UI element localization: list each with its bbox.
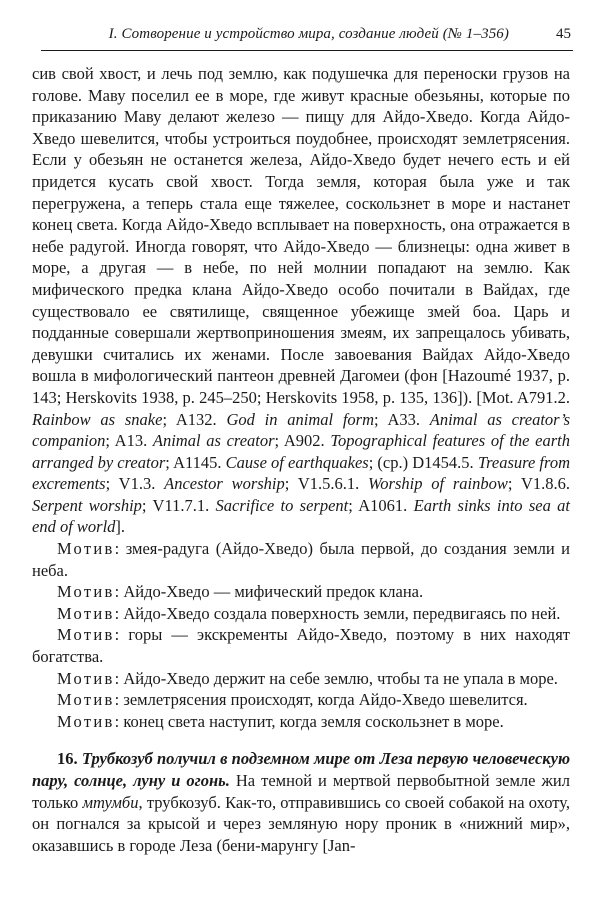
motif-index-code: ; A902. — [274, 431, 331, 451]
motif-text: : Айдо-Хведо держит на себе землю, чтобы та не упала в море. — [114, 668, 558, 688]
motif-text: : горы — экскременты Айдо-Хведо, поэтому в них находят богатства. — [32, 625, 570, 667]
motif-item — [32, 581, 570, 603]
motif-text: : землетрясения происходят, когда Айдо-Хведо шевелится. — [114, 690, 528, 710]
motif-label: Мотив — [57, 711, 115, 731]
motif-index-title: Rainbow as snake — [32, 409, 163, 429]
motif-label: Мотив — [57, 625, 115, 645]
page-header — [41, 26, 573, 51]
motif-label: Мотив — [57, 690, 115, 710]
section-text-after: , трубкозуб. Как-то, отправившись со своей собакой на охоту, он погнался за крысой и через земляную нору проник в «нижний мир», оказавшись в городе Леза (бени-марунгу [Jan- — [32, 792, 570, 855]
section-term: мтумби — [82, 792, 139, 812]
motif-index-closing: ]. — [115, 517, 126, 537]
motif-index-title: Treasure from excrements — [32, 452, 570, 494]
page-body — [32, 63, 570, 856]
motif-index-code: ; A132. — [162, 409, 227, 429]
motif-text: : Айдо-Хведо создала поверхность земли, передвигаясь по ней. — [114, 603, 561, 623]
motif-list — [32, 538, 570, 732]
motif-index-code: ; V11.7.1. — [141, 495, 216, 515]
motif-item — [32, 711, 570, 733]
motif-index-title: Serpent worship — [32, 495, 142, 515]
motif-index-title: Worship of rainbow — [368, 474, 508, 494]
motif-text: : Айдо-Хведо — мифический предок клана. — [114, 582, 424, 602]
motif-index-code: ; V1.5.6.1. — [284, 474, 369, 494]
motif-index-code: ; (cp.) D1454.5. — [368, 452, 478, 472]
motif-index-code: ; A13. — [105, 431, 153, 451]
motif-index-code: ; V1.3. — [105, 474, 165, 494]
section-number: 16. — [57, 749, 78, 769]
section-16 — [32, 748, 570, 856]
motif-text: : конец света наступит, когда земля соскользнет в море. — [114, 711, 504, 731]
motif-index-title: Cause of earthquakes — [225, 452, 369, 472]
motif-index-code: ; V1.8.6. — [507, 474, 570, 494]
motif-index-title: Animal as creator’s companion — [32, 409, 570, 451]
motif-label: Мотив — [57, 668, 115, 688]
section-text-before: На темной и мертвой первобытной земле жил только — [32, 771, 570, 812]
motif-item — [32, 624, 570, 667]
main-paragraph-text: сив свой хвост, и лечь под землю, как подушечка для переноски грузов на голове. Маву поселил ее в море, где живут красные обезьяны, которые по приказанию Маву делают железо — пищу для Айдо-Хведо. Когда Айдо-Хведо шевелится, чтобы устроиться поудобнее, происходят землетрясения. Если у обезьян не останется железа, Айдо-Хведо будет нечего есть и ей придется кусать свой хвост. Тогда земля, которая была уже и так перегружена, а теперь стала еще тяжелее, соскользнет в море и настанет конец света. Когда Айдо-Хведо всплывает на поверхность, она отражается в небе радугой. Иногда говорят, что Айдо-Хведо — близнецы: одна живет в море, а другая — в небе, по ней молнии попадают на землю. Как мифического предка клана Айдо-Хведо особо почитали в Вайдах, где существовало ее святилище, священное убежище змей боа. Царь и подданные совершали жертвоприношения змеям, их запрещалось убивать, девушки считались их женами. После завоевания Вайдах Айдо-Хведо вошла в мифологический пантеон древней Дагомеи (фон [Hazoumé 1937, p. 143; Herskovits 1938, p. 245–250; Herskovits 1958, p. 135, 136]). [Mot. A791.2. — [32, 64, 570, 407]
page-number: 45 — [556, 26, 571, 42]
motif-index-title: Ancestor worship — [164, 474, 285, 494]
motif-item — [32, 689, 570, 711]
motif-index-title: Earth sinks into sea at end of world — [32, 495, 571, 537]
motif-index-title: Topographical features of the earth arranged by creator — [32, 431, 570, 472]
motif-index-code: ; A1145. — [165, 452, 226, 472]
motif-index-title: Sacrifice to serpent — [215, 495, 349, 515]
section-16-paragraph — [32, 748, 570, 856]
motif-label: Мотив — [57, 539, 115, 559]
motif-index-title: God in animal form — [226, 409, 375, 429]
section-gap — [32, 732, 570, 748]
motif-label: Мотив — [57, 603, 115, 623]
motif-item — [32, 668, 570, 690]
motif-item — [32, 538, 570, 581]
running-title: I. Сотворение и устройство мира, создание людей (№ 1–356) — [108, 26, 509, 42]
main-paragraph — [32, 63, 570, 538]
motif-index-code: ; A33. — [374, 409, 430, 429]
motif-label: Мотив — [57, 582, 115, 602]
section-title: Трубкозуб получил в подземном мире от Леза первую человеческую пару, солнце, луну и огонь. — [32, 749, 571, 790]
motif-item — [32, 603, 570, 625]
motif-index-code: ; A1061. — [348, 495, 414, 515]
motif-index-list — [32, 410, 570, 537]
motif-text: : змея-радуга (Айдо-Хведо) была первой, до создания земли и неба. — [32, 539, 570, 580]
motif-index-title: Animal as creator — [152, 431, 275, 451]
